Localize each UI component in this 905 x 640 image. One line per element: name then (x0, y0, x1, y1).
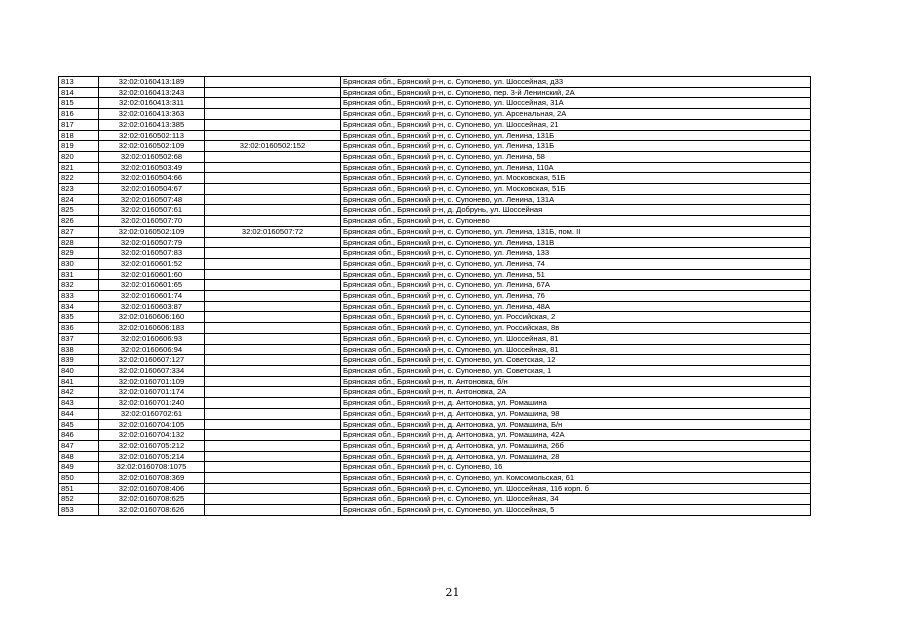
related-cadastral-number-cell (205, 398, 341, 409)
table-row (59, 483, 811, 494)
related-cadastral-number-cell (205, 119, 341, 130)
row-number-cell: 852 (59, 494, 99, 505)
cadastral-number-cell: 32:02:0160601:74 (99, 291, 205, 302)
related-cadastral-number-cell (205, 430, 341, 441)
address-cell: Брянская обл., Брянский р-н, с. Супонево (341, 216, 811, 227)
address-cell: Брянская обл., Брянский р-н, с. Супонево, ул. Советская, 12 (341, 355, 811, 366)
table-row (59, 301, 811, 312)
row-number-cell: 831 (59, 269, 99, 280)
row-number-cell: 851 (59, 483, 99, 494)
row-number-cell: 839 (59, 355, 99, 366)
related-cadastral-number-cell: 32:02:0160507:72 (205, 226, 341, 237)
cadastral-number-cell: 32:02:0160507:48 (99, 194, 205, 205)
address-cell: Брянская обл., Брянский р-н, с. Супонево, ул. Ленина, 76 (341, 291, 811, 302)
address-cell: Брянская обл., Брянский р-н, с. Супонево, ул. Шоссейная, 21 (341, 119, 811, 130)
table-row (59, 151, 811, 162)
address-cell: Брянская обл., Брянский р-н, с. Супонево, ул. Ленина, 48А (341, 301, 811, 312)
table-row (59, 355, 811, 366)
table-row (59, 344, 811, 355)
address-cell: Брянская обл., Брянский р-н, д. Антоновка, ул. Ромашина, 42А (341, 430, 811, 441)
cadastral-number-cell: 32:02:0160701:240 (99, 398, 205, 409)
address-cell: Брянская обл., Брянский р-н, с. Супонево, ул. Ленина, 58 (341, 151, 811, 162)
related-cadastral-number-cell (205, 462, 341, 473)
related-cadastral-number-cell (205, 151, 341, 162)
related-cadastral-number-cell (205, 365, 341, 376)
cadastral-number-cell: 32:02:0160702:61 (99, 408, 205, 419)
address-cell: Брянская обл., Брянский р-н, с. Супонево, ул. Московская, 51Б (341, 184, 811, 195)
address-cell: Брянская обл., Брянский р-н, с. Супонево, ул. Шоссейная, 34 (341, 494, 811, 505)
table-row (59, 333, 811, 344)
cadastral-number-cell: 32:02:0160601:60 (99, 269, 205, 280)
cadastral-number-cell: 32:02:0160502:68 (99, 151, 205, 162)
row-number-cell: 818 (59, 130, 99, 141)
row-number-cell: 833 (59, 291, 99, 302)
table-row (59, 291, 811, 302)
table-row (59, 505, 811, 516)
row-number-cell: 838 (59, 344, 99, 355)
related-cadastral-number-cell (205, 291, 341, 302)
table-row (59, 473, 811, 484)
row-number-cell: 840 (59, 365, 99, 376)
row-number-cell: 822 (59, 173, 99, 184)
cadastral-number-cell: 32:02:0160413:189 (99, 77, 205, 88)
address-cell: Брянская обл., Брянский р-н, с. Супонево, ул. Шоссейная, 81 (341, 333, 811, 344)
cadastral-number-cell: 32:02:0160606:183 (99, 323, 205, 334)
row-number-cell: 841 (59, 376, 99, 387)
row-number-cell: 834 (59, 301, 99, 312)
related-cadastral-number-cell (205, 269, 341, 280)
cadastral-number-cell: 32:02:0160503:49 (99, 162, 205, 173)
table-row (59, 398, 811, 409)
registry-table-body (59, 77, 811, 516)
cadastral-number-cell: 32:02:0160502:109 (99, 226, 205, 237)
address-cell: Брянская обл., Брянский р-н, с. Супонево, ул. Российская, 8в (341, 323, 811, 334)
address-cell: Брянская обл., Брянский р-н, с. Супонево, ул. Комсомольская, 61 (341, 473, 811, 484)
row-number-cell: 845 (59, 419, 99, 430)
cadastral-number-cell: 32:02:0160705:214 (99, 451, 205, 462)
cadastral-number-cell: 32:02:0160413:311 (99, 98, 205, 109)
row-number-cell: 848 (59, 451, 99, 462)
related-cadastral-number-cell (205, 483, 341, 494)
address-cell: Брянская обл., Брянский р-н, д. Антоновка, ул. Ромашина, 28 (341, 451, 811, 462)
row-number-cell: 836 (59, 323, 99, 334)
address-cell: Брянская обл., Брянский р-н, с. Супонево, ул. Арсенальная, 2А (341, 109, 811, 120)
row-number-cell: 814 (59, 87, 99, 98)
table-row (59, 87, 811, 98)
cadastral-number-cell: 32:02:0160507:70 (99, 216, 205, 227)
related-cadastral-number-cell (205, 87, 341, 98)
related-cadastral-number-cell (205, 248, 341, 259)
address-cell: Брянская обл., Брянский р-н, с. Супонево, ул. Ленина, 131А (341, 194, 811, 205)
row-number-cell: 828 (59, 237, 99, 248)
table-row (59, 77, 811, 88)
row-number-cell: 827 (59, 226, 99, 237)
related-cadastral-number-cell (205, 237, 341, 248)
related-cadastral-number-cell: 32:02:0160502:152 (205, 141, 341, 152)
row-number-cell: 842 (59, 387, 99, 398)
related-cadastral-number-cell (205, 408, 341, 419)
row-number-cell: 847 (59, 440, 99, 451)
address-cell: Брянская обл., Брянский р-н, с. Супонево, ул. Ленина, 110А (341, 162, 811, 173)
cadastral-number-cell: 32:02:0160504:67 (99, 184, 205, 195)
table-row (59, 194, 811, 205)
row-number-cell: 829 (59, 248, 99, 259)
related-cadastral-number-cell (205, 130, 341, 141)
related-cadastral-number-cell (205, 173, 341, 184)
related-cadastral-number-cell (205, 205, 341, 216)
table-row (59, 387, 811, 398)
cadastral-number-cell: 32:02:0160413:243 (99, 87, 205, 98)
table-row (59, 226, 811, 237)
row-number-cell: 846 (59, 430, 99, 441)
cadastral-number-cell: 32:02:0160705:212 (99, 440, 205, 451)
related-cadastral-number-cell (205, 194, 341, 205)
address-cell: Брянская обл., Брянский р-н, с. Супонево, ул. Российская, 2 (341, 312, 811, 323)
table-row (59, 237, 811, 248)
related-cadastral-number-cell (205, 376, 341, 387)
row-number-cell: 837 (59, 333, 99, 344)
address-cell: Брянская обл., Брянский р-н, с. Супонево, ул. Шоссейная, 116 корп. б (341, 483, 811, 494)
related-cadastral-number-cell (205, 301, 341, 312)
row-number-cell: 815 (59, 98, 99, 109)
table-row (59, 494, 811, 505)
related-cadastral-number-cell (205, 323, 341, 334)
related-cadastral-number-cell (205, 344, 341, 355)
cadastral-number-cell: 32:02:0160507:79 (99, 237, 205, 248)
address-cell: Брянская обл., Брянский р-н, с. Супонево, 16 (341, 462, 811, 473)
related-cadastral-number-cell (205, 77, 341, 88)
table-row (59, 216, 811, 227)
address-cell: Брянская обл., Брянский р-н, с. Супонево, ул. Ленина, 67А (341, 280, 811, 291)
cadastral-number-cell: 32:02:0160708:1075 (99, 462, 205, 473)
table-row (59, 258, 811, 269)
address-cell: Брянская обл., Брянский р-н, с. Супонево, ул. Шоссейная, 81 (341, 344, 811, 355)
cadastral-number-cell: 32:02:0160603:87 (99, 301, 205, 312)
cadastral-number-cell: 32:02:0160504:66 (99, 173, 205, 184)
cadastral-number-cell: 32:02:0160413:385 (99, 119, 205, 130)
cadastral-number-cell: 32:02:0160606:93 (99, 333, 205, 344)
table-row (59, 162, 811, 173)
cadastral-number-cell: 32:02:0160708:625 (99, 494, 205, 505)
table-row (59, 430, 811, 441)
cadastral-number-cell: 32:02:0160601:52 (99, 258, 205, 269)
row-number-cell: 817 (59, 119, 99, 130)
cadastral-number-cell: 32:02:0160708:406 (99, 483, 205, 494)
related-cadastral-number-cell (205, 419, 341, 430)
address-cell: Брянская обл., Брянский р-н, с. Супонево, ул. Московская, 51Б (341, 173, 811, 184)
table-row (59, 365, 811, 376)
cadastral-number-cell: 32:02:0160704:132 (99, 430, 205, 441)
row-number-cell: 821 (59, 162, 99, 173)
cadastral-number-cell: 32:02:0160606:94 (99, 344, 205, 355)
cadastral-number-cell: 32:02:0160701:109 (99, 376, 205, 387)
address-cell: Брянская обл., Брянский р-н, п. Антоновка, 2А (341, 387, 811, 398)
cadastral-number-cell: 32:02:0160607:127 (99, 355, 205, 366)
row-number-cell: 832 (59, 280, 99, 291)
cadastral-number-cell: 32:02:0160507:61 (99, 205, 205, 216)
related-cadastral-number-cell (205, 109, 341, 120)
address-cell: Брянская обл., Брянский р-н, п. Антоновка, б/н (341, 376, 811, 387)
related-cadastral-number-cell (205, 355, 341, 366)
related-cadastral-number-cell (205, 387, 341, 398)
address-cell: Брянская обл., Брянский р-н, с. Супонево, ул. Ленина, 131Б (341, 130, 811, 141)
related-cadastral-number-cell (205, 162, 341, 173)
cadastral-number-cell: 32:02:0160708:369 (99, 473, 205, 484)
row-number-cell: 850 (59, 473, 99, 484)
row-number-cell: 824 (59, 194, 99, 205)
cadastral-number-cell: 32:02:0160701:174 (99, 387, 205, 398)
row-number-cell: 835 (59, 312, 99, 323)
table-row (59, 184, 811, 195)
address-cell: Брянская обл., Брянский р-н, с. Супонево, пер. 3-й Ленинский, 2А (341, 87, 811, 98)
address-cell: Брянская обл., Брянский р-н, с. Супонево, ул. Шоссейная, 31А (341, 98, 811, 109)
cadastral-number-cell: 32:02:0160413:363 (99, 109, 205, 120)
table-row (59, 323, 811, 334)
address-cell: Брянская обл., Брянский р-н, д. Антоновка, ул. Ромашина (341, 398, 811, 409)
address-cell: Брянская обл., Брянский р-н, д. Антоновка, ул. Ромашина, 26б (341, 440, 811, 451)
cadastral-number-cell: 32:02:0160502:109 (99, 141, 205, 152)
row-number-cell: 825 (59, 205, 99, 216)
table-row (59, 419, 811, 430)
table-row (59, 130, 811, 141)
row-number-cell: 830 (59, 258, 99, 269)
table-row (59, 119, 811, 130)
related-cadastral-number-cell (205, 280, 341, 291)
table-row (59, 280, 811, 291)
table-row (59, 98, 811, 109)
address-cell: Брянская обл., Брянский р-н, с. Супонево, ул. Шоссейная, д33 (341, 77, 811, 88)
related-cadastral-number-cell (205, 312, 341, 323)
address-cell: Брянская обл., Брянский р-н, с. Супонево, ул. Шоссейная, 5 (341, 505, 811, 516)
table-row (59, 173, 811, 184)
address-cell: Брянская обл., Брянский р-н, с. Супонево, ул. Ленина, 51 (341, 269, 811, 280)
cadastral-number-cell: 32:02:0160502:113 (99, 130, 205, 141)
related-cadastral-number-cell (205, 451, 341, 462)
row-number-cell: 813 (59, 77, 99, 88)
address-cell: Брянская обл., Брянский р-н, с. Супонево, ул. Ленина, 74 (341, 258, 811, 269)
cadastral-number-cell: 32:02:0160607:334 (99, 365, 205, 376)
address-cell: Брянская обл., Брянский р-н, д. Добрунь, ул. Шоссейная (341, 205, 811, 216)
table-row (59, 408, 811, 419)
table-row (59, 451, 811, 462)
address-cell: Брянская обл., Брянский р-н, д. Антоновка, ул. Ромашина, Б/н (341, 419, 811, 430)
table-row (59, 376, 811, 387)
address-cell: Брянская обл., Брянский р-н, с. Супонево, ул. Ленина, 131Б, пом. II (341, 226, 811, 237)
cadastral-number-cell: 32:02:0160708:626 (99, 505, 205, 516)
related-cadastral-number-cell (205, 494, 341, 505)
related-cadastral-number-cell (205, 184, 341, 195)
row-number-cell: 820 (59, 151, 99, 162)
row-number-cell: 853 (59, 505, 99, 516)
table-row (59, 141, 811, 152)
table-row (59, 109, 811, 120)
row-number-cell: 844 (59, 408, 99, 419)
row-number-cell: 823 (59, 184, 99, 195)
table-row (59, 205, 811, 216)
related-cadastral-number-cell (205, 505, 341, 516)
address-cell: Брянская обл., Брянский р-н, с. Супонево, ул. Советская, 1 (341, 365, 811, 376)
row-number-cell: 816 (59, 109, 99, 120)
cadastral-number-cell: 32:02:0160601:65 (99, 280, 205, 291)
related-cadastral-number-cell (205, 216, 341, 227)
related-cadastral-number-cell (205, 258, 341, 269)
related-cadastral-number-cell (205, 98, 341, 109)
address-cell: Брянская обл., Брянский р-н, с. Супонево, ул. Ленина, 133 (341, 248, 811, 259)
row-number-cell: 849 (59, 462, 99, 473)
row-number-cell: 826 (59, 216, 99, 227)
row-number-cell: 819 (59, 141, 99, 152)
page-number: 21 (445, 586, 460, 599)
table-row (59, 269, 811, 280)
table-row (59, 440, 811, 451)
table-row (59, 462, 811, 473)
table-row (59, 312, 811, 323)
related-cadastral-number-cell (205, 440, 341, 451)
related-cadastral-number-cell (205, 473, 341, 484)
row-number-cell: 843 (59, 398, 99, 409)
address-cell: Брянская обл., Брянский р-н, с. Супонево, ул. Ленина, 131В (341, 237, 811, 248)
table-row (59, 248, 811, 259)
address-cell: Брянская обл., Брянский р-н, д. Антоновка, ул. Ромашина, 98 (341, 408, 811, 419)
address-cell: Брянская обл., Брянский р-н, с. Супонево, ул. Ленина, 131Б (341, 141, 811, 152)
cadastral-number-cell: 32:02:0160704:105 (99, 419, 205, 430)
cadastral-number-cell: 32:02:0160606:160 (99, 312, 205, 323)
cadastral-number-cell: 32:02:0160507:83 (99, 248, 205, 259)
cadastral-registry-table (58, 76, 811, 516)
related-cadastral-number-cell (205, 333, 341, 344)
